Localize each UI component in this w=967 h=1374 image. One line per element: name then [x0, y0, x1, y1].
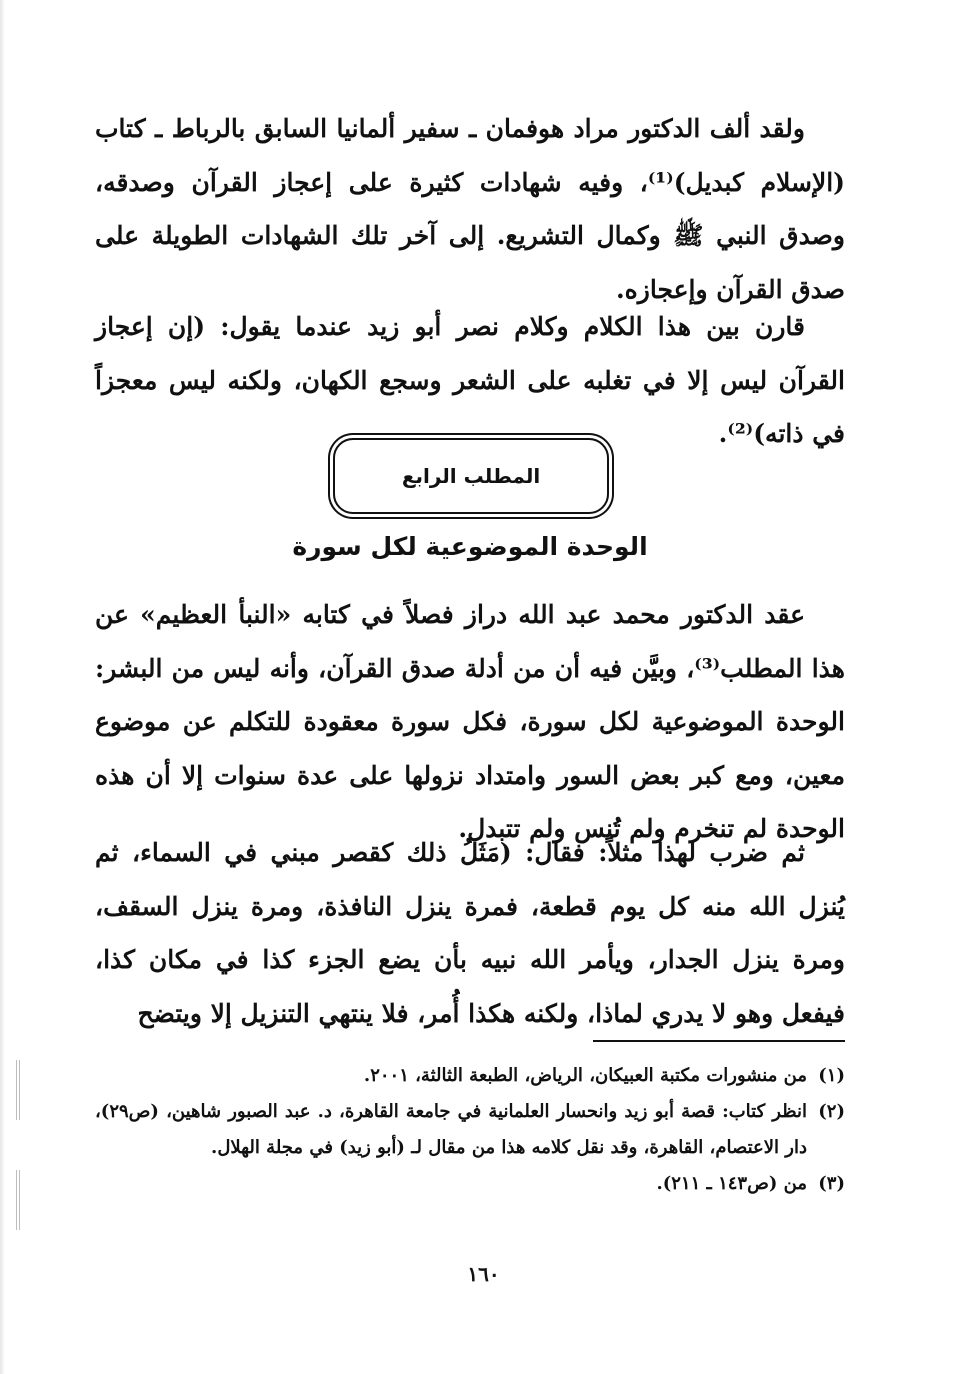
- footnote-text: انظر كتاب: قصة أبو زيد وانحسار العلمانية في جامعة القاهرة، د. عبد الصبور شاهين، (ص٢٩)، دار الاعتصام، القاهرة، وقد نقل كلامه هذا من مقال لـ (أبو زيد) في مجلة الهلال.: [95, 1101, 808, 1158]
- footnote-3: [95, 1166, 845, 1202]
- scan-artifact-line: [16, 1170, 17, 1230]
- footnote-2: [95, 1094, 845, 1166]
- footnote-number: (٢): [818, 1101, 845, 1122]
- scan-artifact-line: [19, 1060, 20, 1120]
- footnotes: [95, 1058, 845, 1202]
- body-paragraph-4: ثم ضرب لهذا مثلاً: فقال: (مَثَلُ ذلك كقصر مبني في السماء، ثم يُنزل الله منه كل يوم قطعة، فمرة ينزل النافذة، ومرة ينزل السقف، ومرة ينزل الجدار، ويأمر الله نبيه بأن يضع الجزء كذا في مكان كذا، فيفعل وهو لا يدري لماذا، ولكنه هكذا أُمر، فلا ينتهي التنزيل إلا ويتضح: [95, 838, 845, 1028]
- body-paragraph-2: قارن بين هذا الكلام وكلام نصر أبو زيد عندما يقول: (إن إعجاز القرآن ليس إلا في تغلبه على الشعر وسجع الكهان، ولكنه ليس معجزاً في ذاته)⁽²⁾.: [95, 312, 845, 448]
- footnote-text: من منشورات مكتبة العبيكان، الرياض، الطبعة الثالثة، ٢٠٠١.: [363, 1065, 807, 1086]
- body-paragraph-1: ولقد ألف الدكتور مراد هوفمان ـ سفير ألمانيا السابق بالرباط ـ كتاب (الإسلام كبديل)⁽¹⁾، وفيه شهادات كثيرة على إعجاز القرآن وصدقه، وصدق النبي ﷺ وكمال التشريع. إلى آخر تلك الشهادات الطويلة على صدق القرآن وإعجازه.: [95, 114, 845, 304]
- footnote-1: [95, 1058, 845, 1094]
- footnote-number: (١): [818, 1065, 845, 1086]
- footnote-separator: [593, 1040, 845, 1042]
- section-label-box: [333, 438, 609, 514]
- scan-artifact-line: [19, 1170, 20, 1230]
- body-paragraph-3: عقد الدكتور محمد عبد الله دراز فصلاً في كتابه «النبأ العظيم» عن هذا المطلب⁽³⁾، وبيَّن فيه أن من أدلة صدق القرآن، وأنه ليس من البشر: الوحدة الموضوعية لكل سورة، فكل سورة معقودة للتكلم عن موضوع معين، ومع كبر بعض السور وامتداد نزولها على عدة سنوات إلا أن هذه الوحدة لم تنخرم ولم تُنس ولم تتبدل.: [95, 600, 845, 843]
- scan-edge-shadow: [0, 0, 5, 1374]
- section-label: المطلب الرابع: [401, 464, 541, 488]
- footnote-number: (٣): [818, 1173, 845, 1194]
- section-title: الوحدة الموضوعية لكل سورة: [292, 532, 648, 561]
- footnote-text: من (ص١٤٣ ـ ٢١١).: [656, 1173, 807, 1194]
- page-number: ١٦٠: [467, 1262, 500, 1286]
- scan-artifact-line: [16, 1060, 17, 1120]
